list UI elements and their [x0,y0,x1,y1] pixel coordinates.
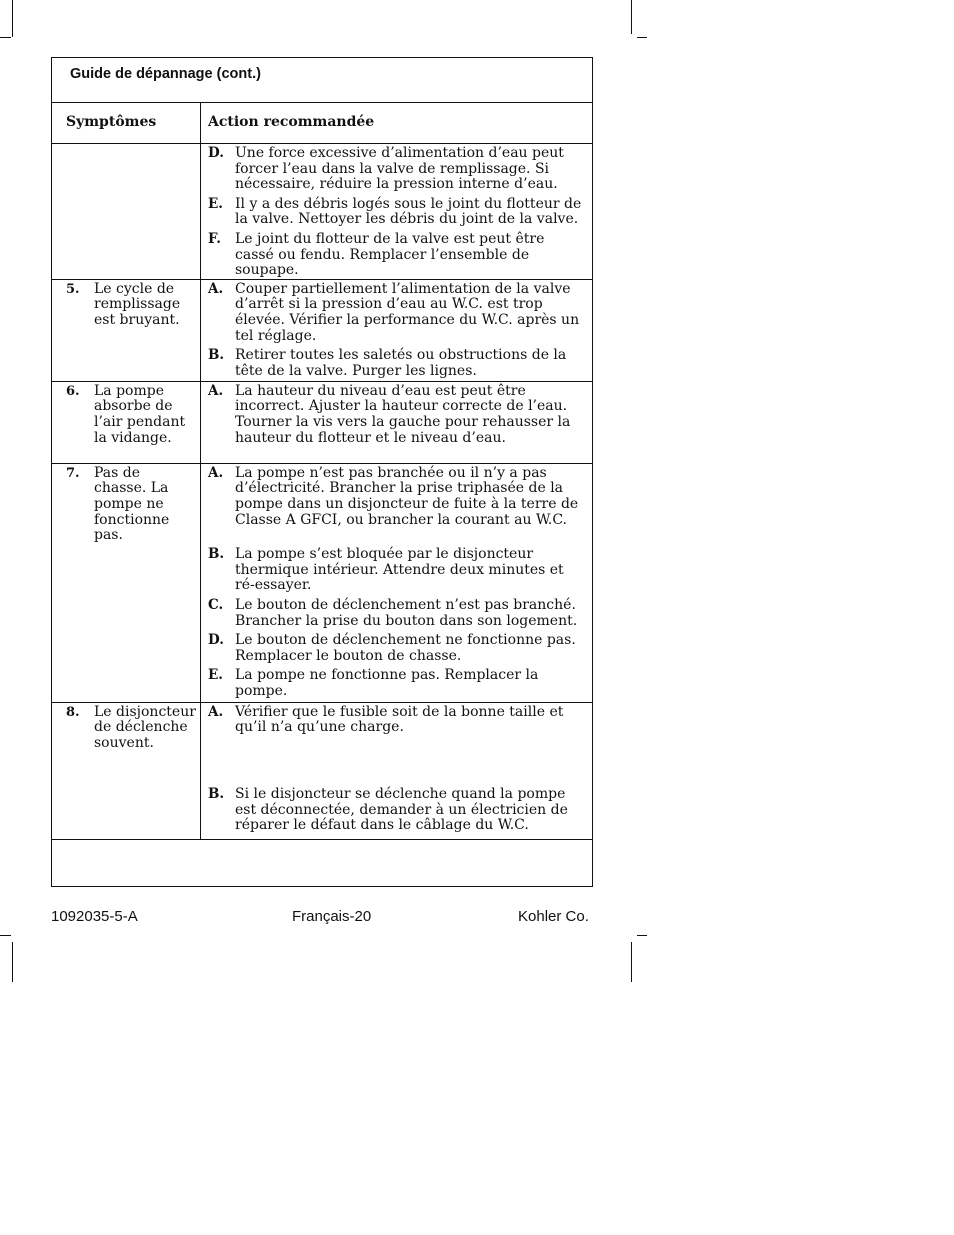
action-text: Il y a des débris logés sous le joint du flotteur de la valve. Nettoyer les débris du joint de la valve. [235,195,582,228]
action-item [201,197,592,228]
footer-page-number: Français-20 [292,908,372,925]
action-item [201,598,592,629]
action-text: La pompe n’est pas branchée ou il n’y a pas d’électricité. Brancher la prise triphasée de la pompe dans un disjoncteur de fuite à la terre de Classe A GFCI, ou brancher la courant au W.C. [235,464,579,528]
action-item [201,146,592,193]
action-item [201,348,592,379]
crop-mark [0,935,11,936]
symptom-number: 6. [66,383,80,399]
action-item [201,668,592,699]
action-item [201,384,592,446]
symptom-cell [52,382,200,446]
action-letter: B. [208,785,225,802]
symptoms-column-header: Symptômes [52,103,201,144]
troubleshooting-box [51,57,593,887]
crop-mark [12,0,13,37]
table-row [52,279,592,381]
action-text: Le joint du flotteur de la valve est peut être cassé ou fendu. Remplacer l’ensemble de soupape. [235,230,545,279]
footer-doc-number: 1092035-5-A [51,908,138,925]
table-row [52,381,592,463]
action-text: La hauteur du niveau d’eau est peut être incorrect. Ajuster la hauteur correcte de l’eau. Tourner la vis vers la gauche pour rehausser la hauteur du flotteur et le niveau d’eau. [235,382,571,446]
action-text: Vérifier que le fusible soit de la bonne taille et qu’il n’a qu’une charge. [235,703,564,736]
action-text: La pompe s’est bloquée par le disjoncteur thermique intérieur. Attendre deux minutes et ré-essayer. [235,546,564,594]
symptom-cell [52,464,200,544]
action-item [201,547,592,594]
symptom-text: Pas de chasse. La pompe ne fonctionne pas. [94,464,170,544]
crop-mark [637,935,647,936]
action-text: Couper partiellement l’alimentation de la valve d’arrêt si la pression d’eau au W.C. est trop élevée. Vérifier la performance du W.C. après un tel réglage. [235,280,580,344]
symptom-cell [52,703,200,752]
table-row [52,463,592,702]
symptom-cell [52,144,200,146]
symptom-number: 7. [66,465,80,481]
action-text: Le bouton de déclenchement ne fonctionne pas. Remplacer le bouton de chasse. [235,632,576,664]
symptom-text: Le cycle de remplissage est bruyant. [94,280,181,328]
symptom-text: Le disjoncteur de déclenche souvent. [94,703,196,751]
action-letter: A. [208,703,224,720]
section-heading: Guide de dépannage (cont.) [70,66,261,82]
symptom-number: 8. [66,704,80,720]
action-text: La pompe ne fonctionne pas. Remplacer la pompe. [235,667,539,699]
symptom-number: 5. [66,281,80,297]
action-letter: E. [208,195,223,212]
action-column-header: Action recommandée [201,103,593,144]
symptom-cell [52,280,200,329]
action-letter: A. [208,464,224,481]
troubleshooting-table [52,102,592,840]
footer-company: Kohler Co. [518,908,589,925]
crop-mark [631,942,632,982]
action-letter: B. [208,347,225,364]
action-item [201,633,592,664]
symptom-text: La pompe absorbe de l’air pendant la vidange. [94,382,186,446]
action-text: Si le disjoncteur se déclenche quand la pompe est déconnectée, demander à un électricien de réparer le défaut dans le câblage du W.C. [235,785,568,834]
action-letter: A. [208,382,224,399]
action-letter: B. [208,546,225,563]
action-item [201,282,592,344]
action-text: Une force excessive d’alimentation d’eau peut forcer l’eau dans la valve de remplissage. Si nécessaire, réduire la pression interne d’eau. [235,145,564,193]
action-letter: F. [208,230,221,247]
action-item [201,787,592,834]
action-item [201,705,592,736]
crop-mark [637,37,647,38]
crop-mark [12,942,13,982]
action-letter: D. [208,145,224,161]
action-letter: E. [208,667,223,684]
table-header-row [52,103,592,144]
action-letter: A. [208,280,224,297]
action-text: Retirer toutes les saletés ou obstructions de la tête de la valve. Purger les lignes. [235,347,567,379]
crop-mark [0,37,11,38]
action-item [201,466,592,528]
table-row [52,702,592,839]
action-item [201,232,592,279]
action-letter: C. [208,596,224,613]
action-text: Le bouton de déclenchement n’est pas branché. Brancher la prise du bouton dans son logement. [235,596,578,629]
crop-mark [631,0,632,34]
action-letter: D. [208,632,224,649]
table-row [52,144,592,280]
